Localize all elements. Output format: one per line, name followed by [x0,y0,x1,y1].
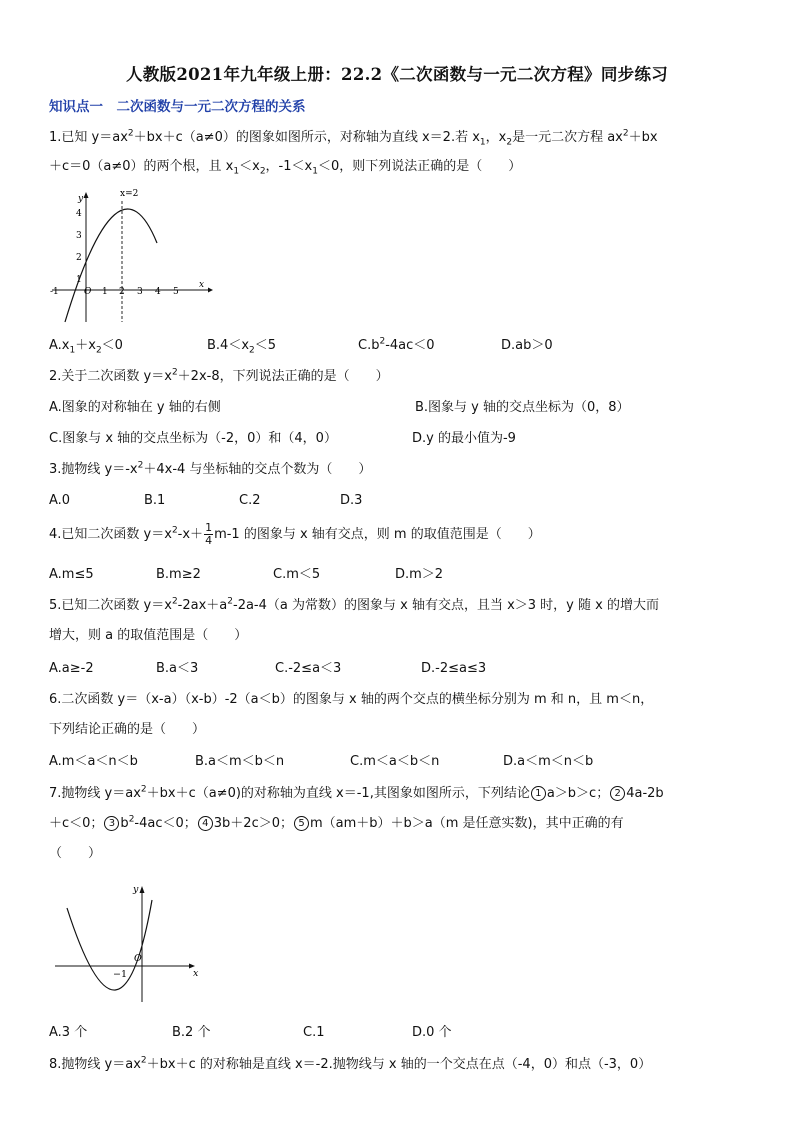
q6-option-b[interactable]: B.a＜m＜b＜n [195,754,285,769]
q6-option-d[interactable]: D.a＜m＜n＜b [503,754,594,769]
q3-option-c[interactable]: C.2 [239,493,261,508]
q3-option-d[interactable]: D.3 [340,493,363,508]
q3-option-a[interactable]: A.0 [49,493,71,508]
q7-stem-line2: ＋c＜0； 3 $b^2-4ac<0$； 4 3b＋2c＞0； 5 m（am＋b）＋b＞a（m 是任意实数)，其中正确的有 [49,814,624,831]
q6-option-a[interactable]: A.m＜a＜n＜b [49,754,138,769]
q1-x-tick: 4 [155,287,161,297]
q1-option-a[interactable]: $A.x_1+x_2<0$ [49,338,123,356]
q5-stem-line1: 5.已知二次函数 $y=x^2-2ax+a^2-2a-4(a$ 为常数）的图象与 x 轴有交点，且当 x＞3 时，y 随 x 的增大而 [49,596,659,613]
q7-parabola-graph [55,880,205,1005]
q7-option-b[interactable]: B.2 个 [172,1025,211,1040]
q7-origin-label: O [134,953,142,964]
q7-option-a[interactable]: A.3 个 [49,1025,88,1040]
q3-option-b[interactable]: B.1 [144,493,166,508]
q4-option-b[interactable]: B.m≥2 [156,567,201,582]
q7-stem-line1: 7.抛物线 $y=ax^2+bx+c(a\ne 0)$的对称轴为直线 x＝-1,其图象如图所示，下列结论 1 a＞b＞c； 2 4a-2b [49,784,664,801]
q7-stem-line3: （ ） [49,846,102,861]
q1-x-axis-label: x [199,280,205,290]
q1-option-b[interactable]: $B.4<x_2<5$ [207,338,277,356]
q7-x-axis-label: x [193,968,199,979]
q3-stem: 3.抛物线 $y=-x^2+4x-4$ 与坐标轴的交点个数为（ ） [49,460,372,477]
q1-y-tick: 1 [76,275,82,285]
q5-option-a[interactable]: A.a≥-2 [49,661,94,676]
q7-option-d[interactable]: D.0 个 [412,1025,452,1040]
circled-number-1: 1 [531,786,546,801]
q7-x-tick: −1 [113,969,128,980]
fraction: $\frac{1}{4}$ [205,521,213,547]
q1-x-tick: -1 [50,287,59,297]
q2-option-c[interactable]: C.图象与 x 轴的交点坐标为（-2，0）和（4，0） [49,431,337,446]
circled-number-4: 4 [198,816,213,831]
q1-x-tick: 1 [102,287,108,297]
page-title: 人教版2021年九年级上册：22.2《二次函数与一元二次方程》同步练习 [125,65,669,84]
q2-stem: 2.关于二次函数 $y=x^2+2x-8$，下列说法正确的是（ ） [49,367,389,384]
q1-y-tick: 2 [76,253,82,263]
q7-option-c[interactable]: C.1 [303,1025,325,1040]
circled-number-2: 2 [610,786,625,801]
q6-stem-line1: 6.二次函数 y＝（x-a）（x-b）-2（a＜b）的图象与 x 轴的两个交点的横坐标分别为 m 和 n，且 m＜n， [49,692,654,707]
q1-symmetry-label: x=2 [120,189,139,199]
q1-option-d[interactable]: D.ab＞0 [501,338,553,353]
circled-number-3: 3 [104,816,119,831]
q1-y-axis-label: y [78,194,84,204]
q8-stem-line1: 8.抛物线 $y=ax^2+bx+c$ 的对称轴是直线 x＝-2.抛物线与 x 轴的一个交点在点（-4，0）和点（-3，0） [49,1055,652,1072]
q1-parabola-graph [48,187,216,327]
q1-y-tick: 3 [76,231,82,241]
q1-stem-line1: 1.已知 $y=ax^2+bx+c(a\ne 0)$的图象如图所示，对称轴为直线 x＝2.若 $x_1$，$x_2$是一元二次方程 $ax^2+bx$ [49,128,658,148]
q6-stem-line2: 下列结论正确的是（ ） [49,722,206,737]
q1-y-tick: 4 [76,209,82,219]
q1-origin-label: O [84,287,92,297]
q2-option-b[interactable]: B.图象与 y 轴的交点坐标为（0，8） [415,400,630,415]
section-heading: 知识点一 二次函数与一元二次方程的关系 [49,99,306,115]
q5-option-d[interactable]: D.-2≤a≤3 [421,661,487,676]
q7-y-axis-label: y [133,884,139,895]
q4-option-a[interactable]: A.m≤5 [49,567,94,582]
q2-option-a[interactable]: A.图象的对称轴在 y 轴的右侧 [49,400,221,415]
q5-stem-line2: 增大，则 a 的取值范围是（ ） [49,628,248,643]
q4-option-d[interactable]: D.m＞2 [395,567,444,582]
q4-option-c[interactable]: C.m＜5 [273,567,321,582]
q1-x-tick: 5 [173,287,179,297]
q1-option-c[interactable]: $C.b^2-4ac<0$ [358,336,435,353]
q2-option-d[interactable]: D.y 的最小值为-9 [412,431,516,446]
q5-option-b[interactable]: B.a＜3 [156,661,199,676]
circled-number-5: 5 [294,816,309,831]
q5-option-c[interactable]: C.-2≤a＜3 [275,661,342,676]
q1-x-tick: 3 [137,287,143,297]
q6-option-c[interactable]: C.m＜a＜b＜n [350,754,440,769]
q1-stem-line2: ＋c＝0（a≠0）的两个根，且 $x_1<x_2$，$-1<x_1<0$，则下列说法正确的是（ ） [49,159,522,177]
q4-stem: 4.已知二次函数 $y=x^2-x+$ $\frac{1}{4}$ m-1 的图象与 x 轴有交点，则 m 的取值范围是（ ） [49,521,541,547]
q1-x-tick: 2 [119,287,125,297]
